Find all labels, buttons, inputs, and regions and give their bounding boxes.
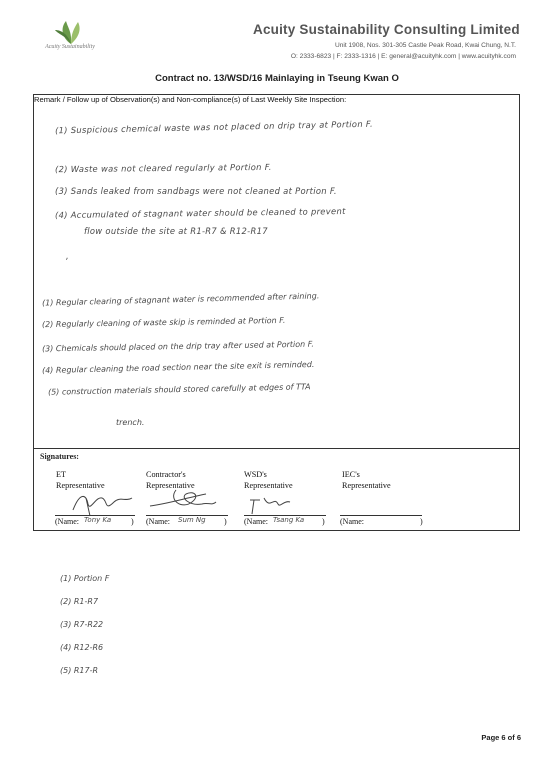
observation-4-cont: flow outside the site at R1-R7 & R12-R17 (84, 226, 268, 236)
company-name: Acuity Sustainability Consulting Limited (253, 22, 520, 37)
follow-up-3: (3) Chemicals should placed on the drip tray after used at Portion F. (41, 339, 314, 354)
follow-up-5-cont: trench. (116, 418, 145, 427)
company-address: Unit 1908, Nos. 301-305 Castle Peak Road, Kwai Chung, N.T. (334, 42, 516, 49)
bottom-note-4: (4) R12-R6 (60, 643, 104, 652)
iec-name-close: ) (420, 517, 423, 526)
iec-name-label: (Name: (340, 517, 364, 526)
iec-label: IEC's (342, 470, 360, 479)
bottom-note-3: (3) R7-R22 (60, 620, 104, 629)
bottom-note-5: (5) R17-R (60, 666, 99, 675)
company-logo (52, 18, 90, 60)
et-name-value: Tony Ka (84, 516, 112, 524)
company-contact: O: 2333-6823 | F: 2333-1316 | E: general@acuityhk.com | www.acuityhk.com (290, 53, 516, 60)
contractor-representative-label: Representative (146, 481, 195, 490)
contractor-label: Contractor's (146, 470, 186, 479)
wsd-name-value: Tsang Ka (273, 516, 305, 524)
page-number: Page 6 of 6 (481, 733, 521, 742)
contract-title: Contract no. 13/WSD/16 Mainlaying in Tseung Kwan O (155, 73, 399, 84)
wsd-label: WSD's (244, 470, 267, 479)
stray-mark: , (66, 251, 69, 261)
logo-text: Acuity Sustainability (45, 44, 95, 50)
et-label: ET (56, 470, 67, 479)
bottom-note-2: (2) R1-R7 (60, 597, 99, 606)
wsd-representative-label: Representative (244, 481, 293, 490)
wsd-rep-label (244, 469, 293, 491)
leaf-logo-icon (52, 18, 90, 46)
contractor-signature (146, 486, 226, 516)
et-representative-label: Representative (56, 481, 105, 490)
et-name-close: ) (131, 517, 134, 526)
iec-name-line (340, 515, 422, 516)
remark-box (33, 94, 520, 531)
wsd-name-close: ) (322, 517, 325, 526)
remark-heading: Remark / Follow up of Observation(s) and Non-compliance(s) of Last Weekly Site Inspection: (34, 95, 347, 104)
contractor-name-label: (Name: (146, 517, 170, 526)
follow-up-2: (2) Regularly cleaning of waste skip is reminded at Portion F. (41, 315, 286, 330)
observation-1: (1) Suspicious chemical waste was not placed on drip tray at Portion F. (54, 118, 373, 136)
follow-up-5: (5) construction materials should stored carefully at edges of TTA (47, 382, 311, 397)
et-signature (68, 488, 138, 518)
wsd-signature (244, 490, 304, 518)
wsd-name-label: (Name: (244, 517, 268, 526)
bottom-note-1: (1) Portion F (60, 574, 110, 583)
observation-4: (4) Accumulated of stagnant water should be cleaned to prevent (54, 205, 346, 221)
signature-divider (33, 448, 520, 449)
contractor-name-close: ) (224, 517, 227, 526)
iec-rep-label (342, 469, 391, 491)
et-name-label: (Name: (55, 517, 79, 526)
follow-up-1: (1) Regular clearing of stagnant water is recommended after raining. (41, 291, 320, 308)
follow-up-4: (4) Regular cleaning the road section near the site exit is reminded. (41, 359, 315, 376)
signatures-title: Signatures: (40, 452, 79, 461)
iec-representative-label: Representative (342, 481, 391, 490)
contractor-name-value: Sum Ng (178, 516, 206, 524)
observation-2: (2) Waste was not cleared regularly at Portion F. (54, 161, 272, 175)
observation-3: (3) Sands leaked from sandbags were not cleaned at Portion F. (55, 186, 337, 196)
